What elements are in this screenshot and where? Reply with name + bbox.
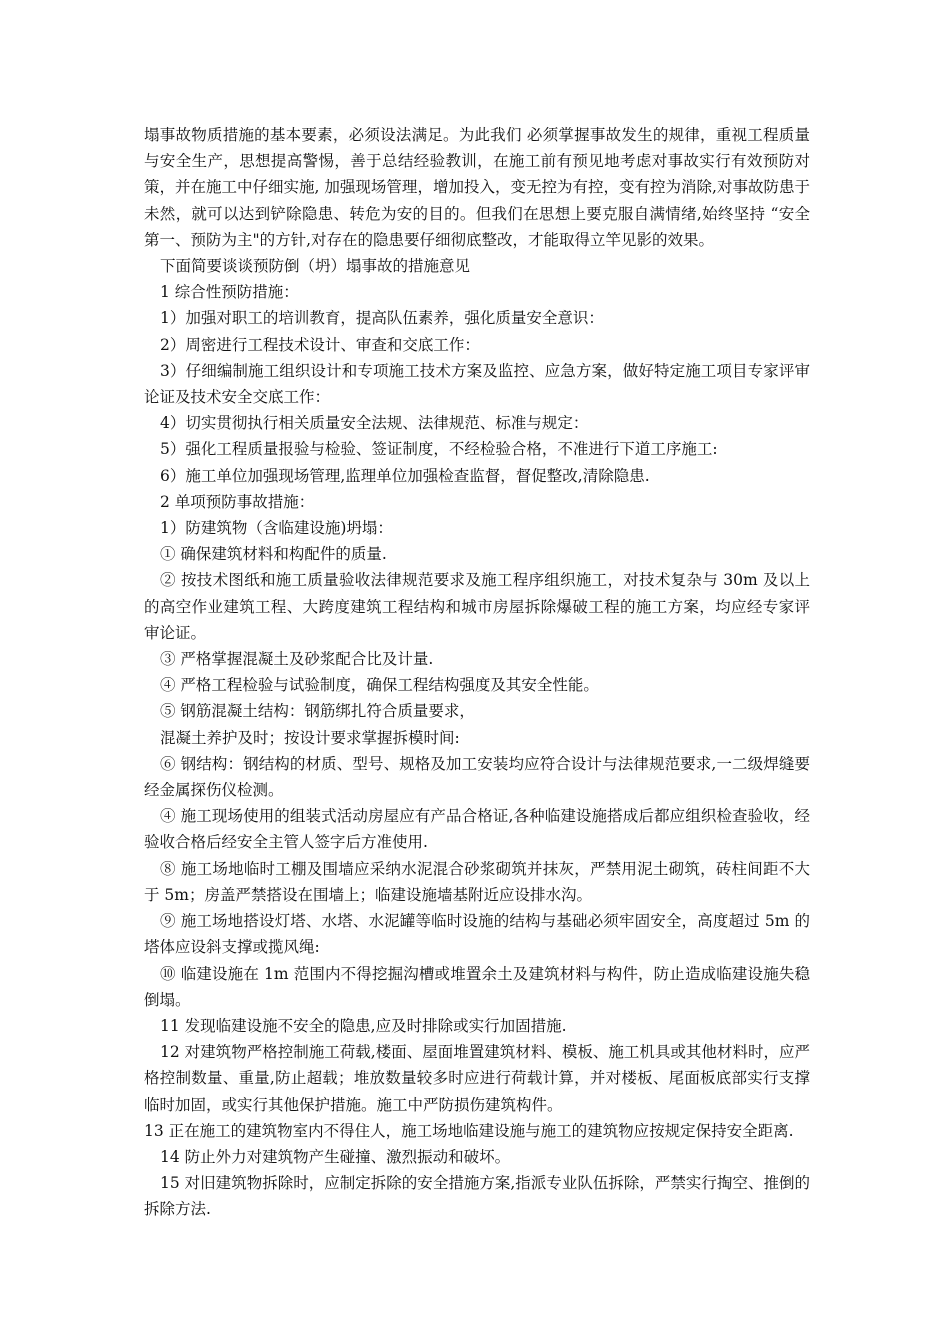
paragraph: 4）切实贯彻执行相关质量安全法规、法律规范、标准与规定： [160, 414, 589, 433]
paragraph: 1 综合性预防措施： [160, 283, 299, 302]
paragraph: 13 正在施工的建筑物室内不得住人，施工场地临建设施与施工的建筑物应按规定保持安全距离. [144, 1121, 794, 1140]
paragraph: 混凝土养护及时；按设计要求掌握拆模时间: [160, 728, 460, 747]
paragraph: 14 防止外力对建筑物产生碰撞、激烈振动和破坏。 [160, 1147, 511, 1166]
paragraph: ③ 严格掌握混凝土及砂浆配合比及计量. [160, 650, 434, 669]
paragraph: 1）防建筑物（含临建设施)坍塌： [160, 519, 393, 538]
paragraph: 塌事故物质措施的基本要素，必须设法满足。为此我们 必须掌握事故发生的规律，重视工程质量与安全生产，思想提高警惕，善于总结经验教训，在施工前有预见地考虑对事故实行有效预防对策，并在施工中仔细实施, 加强现场管理，增加投入，变无控为有控，变有控为消除,对事故防患于未然，就可以达到铲除隐患、转危为安的目的。但我们在思想上要克服自满情绪,始终坚持 “安全第一、预防为主"的方针,对存在的隐患要仔细彻底整改，才能取得立竿见影的效果。 [144, 126, 810, 249]
paragraph: 1）加强对职工的培训教育，提高队伍素养，强化质量安全意识： [160, 309, 604, 328]
paragraph: 11 发现临建设施不安全的隐患,应及时排除或实行加固措施. [160, 1016, 567, 1035]
paragraph: ⑩ 临建设施在 1m 范围内不得挖掘沟槽或堆置余土及建筑材料与构件，防止造成临建设施失稳倒塌。 [144, 964, 810, 1009]
paragraph: ⑨ 施工场地搭设灯塔、水塔、水泥罐等临时设施的结构与基础必须牢固安全，高度超过 5m 的塔体应设斜支撑或揽风绳: [144, 912, 810, 957]
paragraph: 2）周密进行工程技术设计、审查和交底工作： [160, 335, 480, 354]
paragraph: ④ 施工现场使用的组装式活动房屋应有产品合格证,各种临建设施搭成后都应组织检查验收，经验收合格后经安全主管人签字后方准使用. [144, 807, 810, 852]
paragraph: ⑤ 钢筋混凝土结构：钢筋绑扎符合质量要求， [160, 702, 475, 721]
document-body [144, 122, 810, 1223]
paragraph: ⑧ 施工场地临时工棚及围墙应采纳水泥混合砂浆砌筑并抹灰，严禁用泥土砌筑，砖柱间距不大于 5m；房盖严禁搭设在围墙上；临建设施墙基附近应设排水沟。 [144, 859, 810, 904]
paragraph: ② 按技术图纸和施工质量验收法律规范要求及施工程序组织施工，对技术复杂与 30m 及以上的高空作业建筑工程、大跨度建筑工程结构和城市房屋拆除爆破工程的施工方案，均应经专家评审论证。 [144, 571, 810, 642]
paragraph: ① 确保建筑材料和构配件的质量. [160, 545, 387, 564]
paragraph: ④ 严格工程检验与试验制度，确保工程结构强度及其安全性能。 [160, 676, 599, 695]
paragraph: 下面简要谈谈预防倒（坍）塌事故的措施意见 [160, 257, 471, 276]
paragraph: 6）施工单位加强现场管理,监理单位加强检查监督，督促整改,清除隐患. [160, 466, 650, 485]
paragraph: 2 单项预防事故措施： [160, 492, 315, 511]
paragraph: ⑥ 钢结构：钢结构的材质、型号、规格及加工安装均应符合设计与法律规范要求,一二级焊缝要经金属探伤仪检测。 [144, 754, 810, 800]
paragraph: 3）仔细编制施工组织设计和专项施工技术方案及监控、应急方案，做好特定施工项目专家评审论证及技术安全交底工作： [144, 361, 810, 407]
paragraph: 5）强化工程质量报验与检验、签证制度，不经检验合格，不准进行下道工序施工: [160, 440, 718, 459]
paragraph: 15 对旧建筑物拆除时，应制定拆除的安全措施方案,指派专业队伍拆除，严禁实行掏空、推倒的拆除方法. [144, 1174, 810, 1219]
paragraph: 12 对建筑物严格控制施工荷载,楼面、屋面堆置建筑材料、模板、施工机具或其他材料时，应严格控制数量、重量,防止超载；堆放数量较多时应进行荷载计算，并对楼板、尾面板底部实行支撑临时加固，或实行其他保护措施。施工中严防损伤建筑构件。 [144, 1043, 810, 1114]
